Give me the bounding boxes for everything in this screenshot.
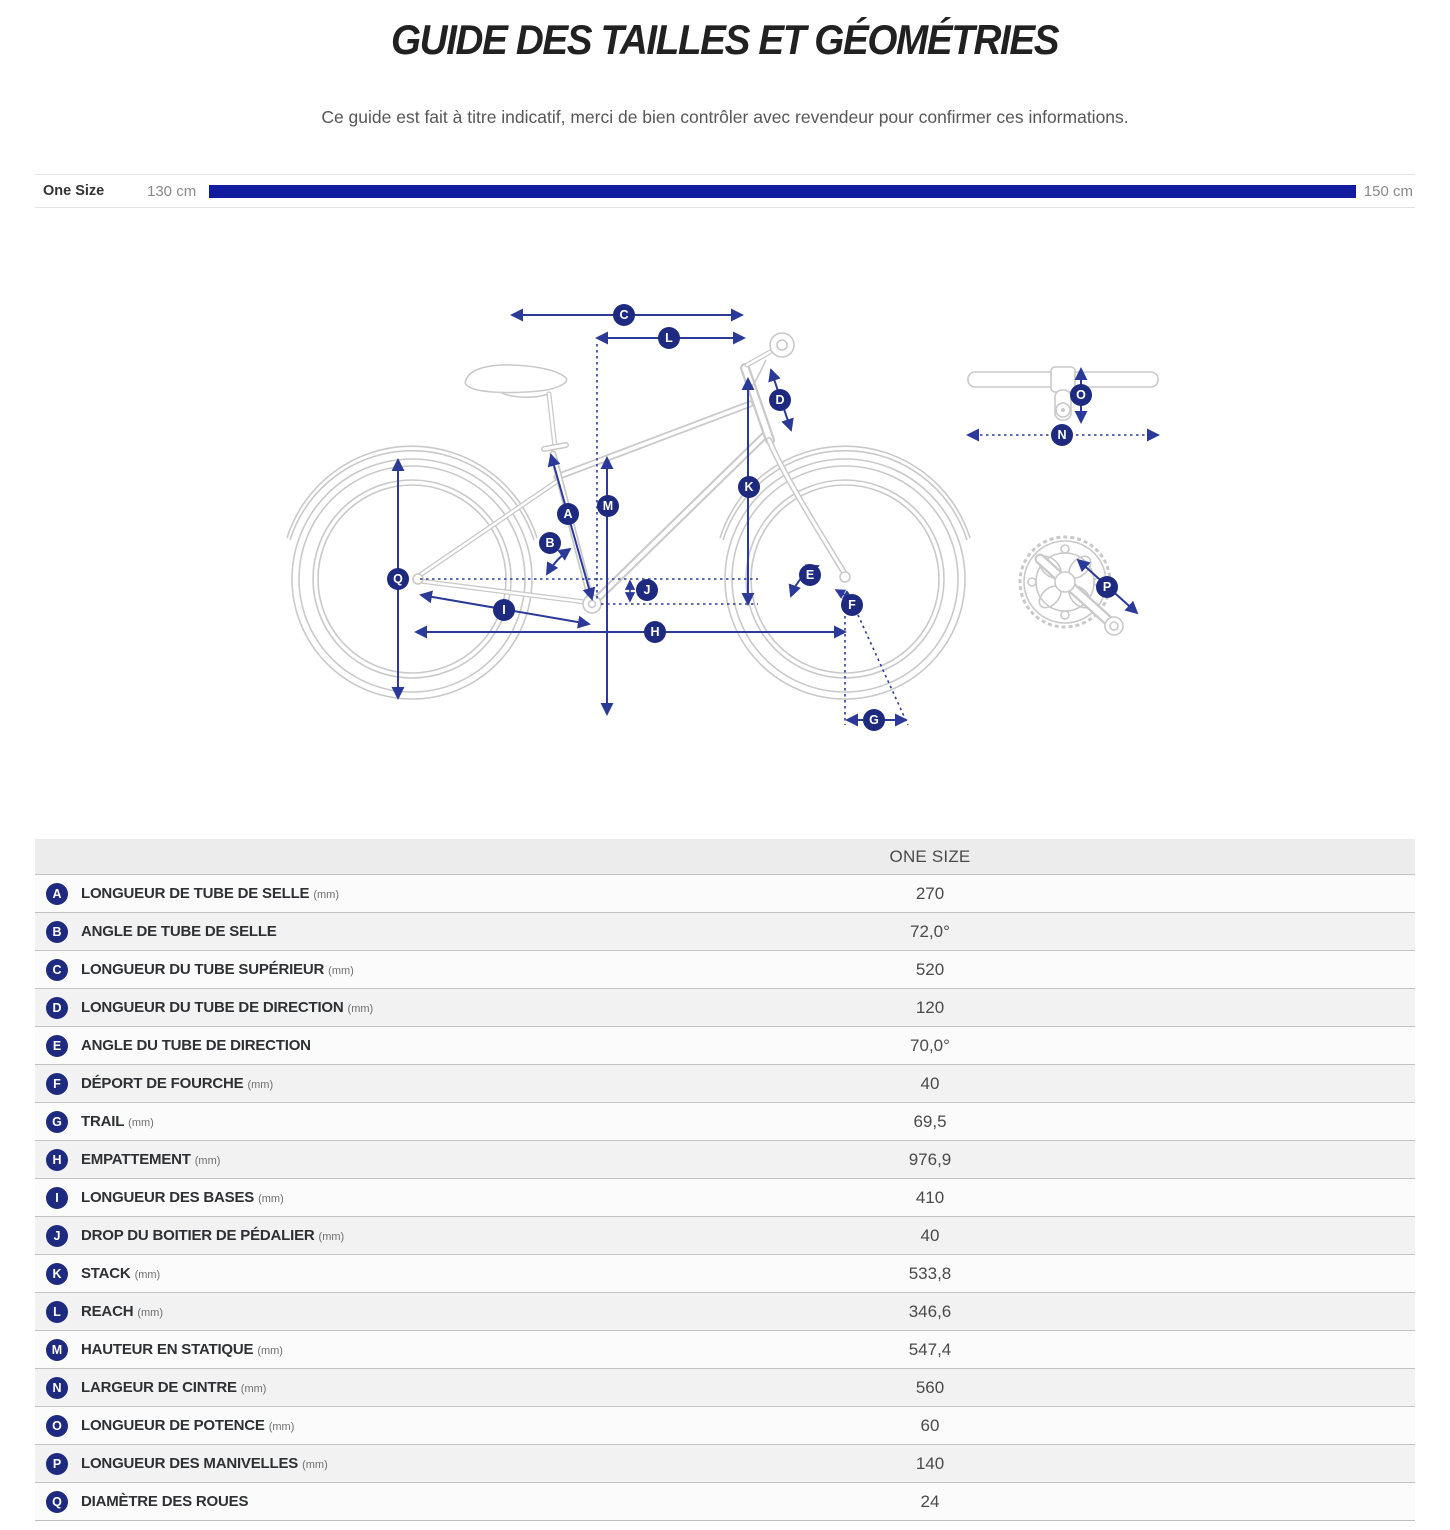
bike-geometry-diagram bbox=[0, 272, 1450, 832]
rear-wheel bbox=[287, 446, 537, 699]
svg-text:C: C bbox=[619, 308, 629, 322]
row-value: 69,5 bbox=[913, 1111, 947, 1131]
row-badge-letter: J bbox=[46, 1225, 68, 1247]
svg-text:N: N bbox=[1057, 428, 1067, 442]
row-label: LONGUEUR DES BASES bbox=[81, 1189, 255, 1206]
row-unit: (mm) bbox=[313, 889, 340, 901]
row-value: 976,9 bbox=[908, 1149, 952, 1169]
row-value: 270 bbox=[915, 883, 945, 903]
table-row bbox=[35, 1178, 1415, 1216]
svg-text:Q: Q bbox=[393, 572, 403, 586]
row-badge-letter: B bbox=[46, 921, 68, 943]
row-label: LONGUEUR DU TUBE SUPÉRIEUR bbox=[81, 961, 325, 978]
table-row bbox=[35, 1254, 1415, 1292]
row-badge-letter: P bbox=[46, 1453, 68, 1475]
svg-text:F: F bbox=[848, 598, 856, 612]
row-badge-letter: A bbox=[46, 883, 68, 905]
row-unit: (mm) bbox=[302, 1459, 328, 1471]
row-badge-letter: G bbox=[46, 1111, 68, 1133]
diagram-badge-n bbox=[1051, 424, 1073, 446]
row-unit: (mm) bbox=[247, 1079, 274, 1091]
row-unit: (mm) bbox=[257, 1345, 283, 1357]
row-label: LONGUEUR DES MANIVELLES bbox=[81, 1455, 299, 1472]
row-unit: (mm) bbox=[128, 1117, 154, 1129]
geometry-table bbox=[35, 839, 1415, 1521]
row-badge-letter: H bbox=[46, 1149, 68, 1171]
row-label: LARGEUR DE CINTRE bbox=[81, 1379, 237, 1396]
geometry-table-body bbox=[35, 874, 1415, 1520]
svg-text:J: J bbox=[643, 583, 651, 597]
row-unit: (mm) bbox=[258, 1193, 284, 1205]
diagram-badge-f bbox=[841, 594, 863, 616]
diagram-badge-c bbox=[613, 304, 635, 326]
bike-side-view-drawing bbox=[287, 333, 970, 699]
row-badge-letter: C bbox=[46, 959, 68, 981]
diagram-badge-d bbox=[769, 389, 791, 411]
row-value: 40 bbox=[920, 1073, 940, 1093]
table-row bbox=[35, 912, 1415, 950]
svg-text:B: B bbox=[545, 536, 555, 550]
size-name: One Size bbox=[43, 183, 105, 199]
table-row bbox=[35, 1368, 1415, 1406]
svg-text:M: M bbox=[602, 499, 614, 513]
svg-text:D: D bbox=[775, 393, 785, 407]
row-value: 140 bbox=[915, 1453, 945, 1473]
row-value: 72,0° bbox=[910, 921, 950, 941]
handlebar-top-view-drawing bbox=[968, 367, 1158, 420]
diagram-badge-m bbox=[597, 495, 619, 517]
diagram-badge-g bbox=[863, 709, 885, 731]
row-badge-letter: Q bbox=[46, 1491, 68, 1513]
row-value: 547,4 bbox=[908, 1339, 952, 1359]
row-badge-letter: N bbox=[46, 1377, 68, 1399]
svg-text:G: G bbox=[869, 713, 879, 727]
diagram-badge-i bbox=[493, 599, 515, 621]
diagram-badge-q bbox=[387, 568, 409, 590]
svg-text:H: H bbox=[650, 625, 660, 639]
row-value: 60 bbox=[920, 1415, 940, 1435]
table-row bbox=[35, 1102, 1415, 1140]
row-badge-letter: L bbox=[46, 1301, 68, 1323]
table-row bbox=[35, 1444, 1415, 1482]
page-subtitle: Ce guide est fait à titre indicatif, merci de bien contrôler avec revendeur pour confirmer ces informations. bbox=[321, 107, 1129, 127]
row-badge-letter: K bbox=[46, 1263, 68, 1285]
row-label: EMPATTEMENT bbox=[81, 1151, 191, 1168]
row-unit: (mm) bbox=[328, 965, 354, 977]
row-label: ANGLE DE TUBE DE SELLE bbox=[81, 923, 277, 940]
table-row bbox=[35, 1064, 1415, 1102]
row-label: ANGLE DU TUBE DE DIRECTION bbox=[81, 1037, 311, 1054]
row-badge-letter: D bbox=[46, 997, 68, 1019]
diagram-badge-h bbox=[644, 621, 666, 643]
row-label: LONGUEUR DE POTENCE bbox=[81, 1417, 265, 1434]
svg-text:L: L bbox=[665, 331, 673, 345]
row-value: 533,8 bbox=[908, 1263, 952, 1283]
row-label: LONGUEUR DE TUBE DE SELLE bbox=[81, 885, 310, 902]
table-row bbox=[35, 1026, 1415, 1064]
row-label: REACH bbox=[81, 1303, 134, 1320]
row-value: 410 bbox=[915, 1187, 945, 1207]
row-badge-letter: I bbox=[46, 1187, 68, 1209]
row-label: HAUTEUR EN STATIQUE bbox=[81, 1341, 254, 1358]
row-label: LONGUEUR DU TUBE DE DIRECTION bbox=[81, 999, 344, 1016]
row-unit: (mm) bbox=[268, 1421, 295, 1433]
geometry-table-header bbox=[35, 839, 1415, 874]
row-value: 70,0° bbox=[910, 1035, 950, 1055]
table-row bbox=[35, 1482, 1415, 1520]
size-min-height: 130 cm bbox=[147, 182, 197, 200]
svg-text:P: P bbox=[1102, 580, 1112, 594]
row-badge-letter: F bbox=[46, 1073, 68, 1095]
page-title: GUIDE DES TAILLES ET GÉOMÉTRIES bbox=[391, 16, 1059, 63]
row-unit: (mm) bbox=[318, 1231, 345, 1243]
row-unit: (mm) bbox=[240, 1383, 267, 1395]
table-row bbox=[35, 1330, 1415, 1368]
row-unit: (mm) bbox=[347, 1003, 374, 1015]
row-value: 520 bbox=[915, 959, 945, 979]
row-label: DIAMÈTRE DES ROUES bbox=[81, 1493, 249, 1510]
diagram-badge-l bbox=[658, 327, 680, 349]
table-row bbox=[35, 874, 1415, 912]
row-unit: (mm) bbox=[134, 1269, 161, 1281]
column-header-one-size: ONE SIZE bbox=[889, 846, 971, 866]
table-row bbox=[35, 950, 1415, 988]
table-row bbox=[35, 1292, 1415, 1330]
size-range-bar bbox=[209, 185, 1356, 198]
svg-text:A: A bbox=[563, 507, 573, 521]
table-row bbox=[35, 988, 1415, 1026]
svg-text:I: I bbox=[502, 603, 506, 617]
row-label: DÉPORT DE FOURCHE bbox=[81, 1075, 244, 1092]
svg-text:O: O bbox=[1076, 388, 1086, 402]
diagram-badge-k bbox=[738, 476, 760, 498]
row-label: STACK bbox=[81, 1265, 131, 1282]
saddle-and-seatpost bbox=[465, 365, 566, 449]
row-value: 120 bbox=[915, 997, 945, 1017]
row-value: 24 bbox=[920, 1491, 940, 1511]
size-max-height: 150 cm bbox=[1363, 182, 1413, 200]
table-row bbox=[35, 1406, 1415, 1444]
table-row bbox=[35, 1140, 1415, 1178]
diagram-badge-p bbox=[1096, 576, 1118, 598]
diagram-badge-a bbox=[557, 503, 579, 525]
row-unit: (mm) bbox=[194, 1155, 221, 1167]
diagram-badge-e bbox=[799, 564, 821, 586]
row-value: 560 bbox=[915, 1377, 945, 1397]
diagram-badge-j bbox=[636, 579, 658, 601]
table-row bbox=[35, 1216, 1415, 1254]
row-value: 346,6 bbox=[908, 1301, 952, 1321]
row-value: 40 bbox=[920, 1225, 940, 1245]
row-label: TRAIL bbox=[81, 1113, 125, 1130]
svg-text:K: K bbox=[744, 480, 754, 494]
row-badge-letter: E bbox=[46, 1035, 68, 1057]
row-badge-letter: M bbox=[46, 1339, 68, 1361]
size-guide-row bbox=[35, 174, 1415, 208]
diagram-badge-o bbox=[1070, 384, 1092, 406]
row-unit: (mm) bbox=[137, 1307, 163, 1319]
diagram-badge-b bbox=[539, 532, 561, 554]
row-badge-letter: O bbox=[46, 1415, 68, 1437]
svg-text:E: E bbox=[805, 568, 815, 582]
stem-and-grip bbox=[747, 333, 794, 386]
row-label: DROP DU BOITIER DE PÉDALIER bbox=[81, 1227, 315, 1244]
